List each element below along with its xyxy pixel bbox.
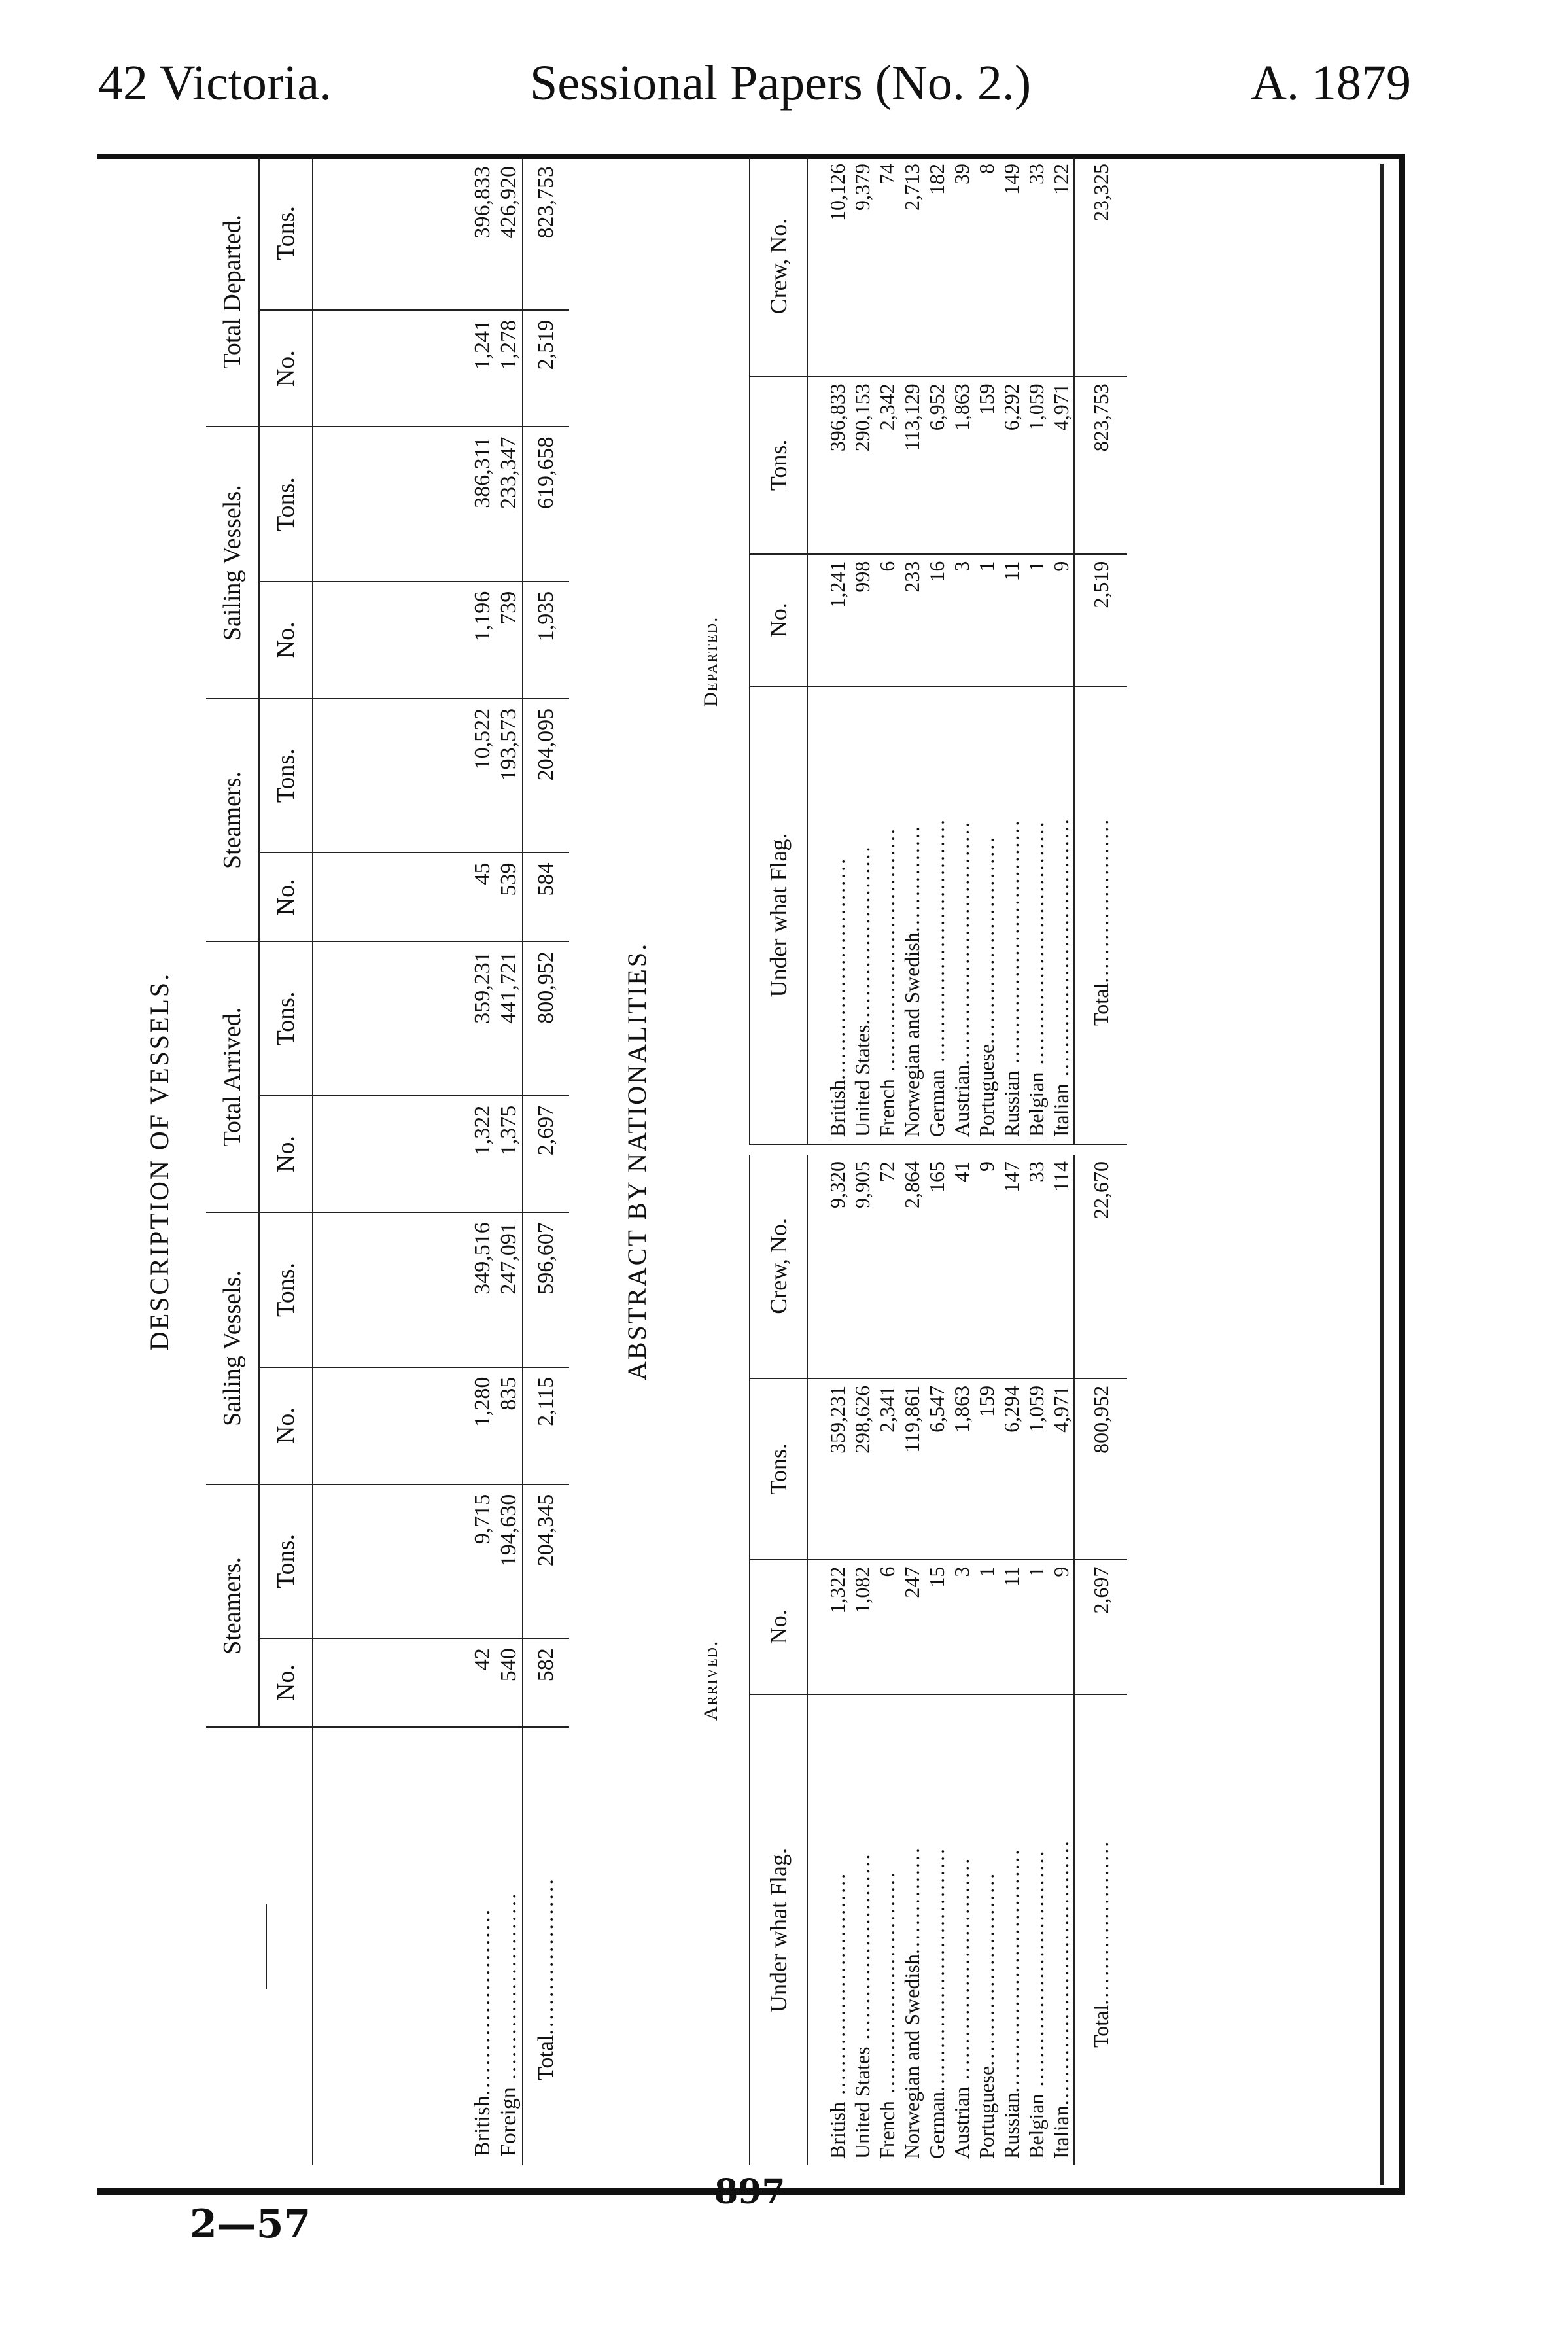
flag-label: Belgian ................................. — [1024, 1849, 1048, 2159]
cell: 233 — [899, 554, 924, 686]
cell: 800,952 — [523, 941, 569, 1096]
cell: 9,715 — [470, 1484, 496, 1639]
flag-label: Italian .................................... — [1049, 686, 1074, 1144]
col-header: Crew, No. — [750, 157, 807, 376]
cell: 6,952 — [924, 376, 949, 553]
flag-label: British ............................... — [826, 1871, 849, 2159]
table-row — [875, 1155, 899, 2165]
cell: 539 — [496, 852, 523, 941]
cell: 33 — [1024, 1155, 1049, 1378]
cell: 8 — [974, 157, 999, 376]
table-row — [924, 157, 949, 1144]
total-row — [523, 157, 569, 2165]
cell: 1,082 — [850, 1560, 875, 1694]
cell: 835 — [496, 1367, 523, 1484]
cell: 1,059 — [1024, 1378, 1049, 1560]
cell: 9,379 — [850, 157, 875, 376]
header-year: A. 1879 — [1251, 56, 1411, 111]
table-row — [1024, 157, 1049, 1144]
flag-label: French ............................... — [875, 1870, 899, 2159]
flag-label: Russian .................................. — [999, 686, 1024, 1144]
signature-mark: 2—57 — [190, 2201, 311, 2247]
cell: 9,320 — [825, 1155, 850, 1378]
cell: 6 — [875, 1560, 899, 1694]
cell: 204,095 — [523, 699, 569, 853]
cell: 298,626 — [850, 1378, 875, 1560]
cell: 396,833 — [470, 157, 496, 310]
cell: 441,721 — [496, 941, 523, 1096]
group-header: Steamers. — [206, 1484, 259, 1727]
table-row — [899, 1155, 924, 2165]
cell: 165 — [924, 1155, 949, 1378]
sub-header: No. — [259, 1096, 313, 1213]
col-header: No. — [750, 1560, 807, 1694]
cell: 42 — [470, 1638, 496, 1727]
cell: 1,322 — [825, 1560, 850, 1694]
cell: 6,294 — [999, 1378, 1024, 1560]
table-row — [825, 157, 850, 1144]
cell: 10,522 — [470, 699, 496, 853]
cell: 119,861 — [899, 1378, 924, 1560]
cell: 1,059 — [1024, 376, 1049, 553]
cell: 10,126 — [825, 157, 850, 376]
flag-label: Portuguese........................... — [975, 1871, 998, 2159]
flag-label: British............................... — [825, 686, 850, 1144]
table-row — [974, 157, 999, 1144]
cell: 6,547 — [924, 1378, 949, 1560]
cell: 386,311 — [470, 427, 496, 581]
cell: 11 — [999, 1560, 1024, 1694]
cell: 359,231 — [825, 1378, 850, 1560]
cell: 1,241 — [825, 554, 850, 686]
cell: 584 — [523, 852, 569, 941]
cell: 72 — [875, 1155, 899, 1378]
table-row — [1049, 157, 1074, 1144]
cell: 2,864 — [899, 1155, 924, 1378]
sub-header: No. — [259, 1638, 313, 1727]
table-row — [999, 1155, 1024, 2165]
table-row — [1049, 1155, 1074, 2165]
group-header: Sailing Vessels. — [206, 427, 259, 698]
cell: 290,153 — [850, 376, 875, 553]
cell: 3 — [949, 554, 974, 686]
header-row — [750, 157, 807, 1144]
flag-label: Austrian.................................. — [949, 686, 974, 1144]
cell: 396,833 — [825, 376, 850, 553]
cell: 540 — [496, 1638, 523, 1727]
flag-label: Norwegian and Swedish............... — [900, 1846, 924, 2159]
sub-header: Tons. — [259, 1212, 313, 1367]
cell: 23,325 — [1074, 157, 1127, 376]
cell: 204,345 — [523, 1484, 569, 1639]
cell: 9 — [974, 1155, 999, 1378]
cell: 1,935 — [523, 582, 569, 699]
cell: 619,658 — [523, 427, 569, 581]
cell: 74 — [875, 157, 899, 376]
cell: 1 — [1024, 554, 1049, 686]
flag-label: Total....................... — [1074, 1694, 1127, 2165]
cell: 1 — [974, 1560, 999, 1694]
header-row — [750, 1155, 807, 2165]
cell: 2,713 — [899, 157, 924, 376]
cell: 247,091 — [496, 1212, 523, 1367]
cell: 9 — [1049, 1560, 1074, 1694]
cell: 114 — [1049, 1155, 1074, 1378]
cell: 582 — [523, 1638, 569, 1727]
cell: 800,952 — [1074, 1378, 1127, 1560]
group-header: Total Arrived. — [206, 941, 259, 1212]
table-row — [850, 1155, 875, 2165]
cell: 2,342 — [875, 376, 899, 553]
group-header: Total Departed. — [206, 157, 259, 427]
cell: 159 — [974, 1378, 999, 1560]
flag-label: Italian..................................... — [1049, 1839, 1073, 2159]
sub-header: Tons. — [259, 427, 313, 581]
cell: 4,971 — [1049, 1378, 1074, 1560]
table-row — [899, 157, 924, 1144]
arrived-label: Arrived. — [700, 1639, 722, 1721]
cell: 122 — [1049, 157, 1074, 376]
cell: 823,753 — [1074, 376, 1127, 553]
table-row — [949, 157, 974, 1144]
description-title: DESCRIPTION OF VESSELS. — [145, 972, 174, 1351]
cell: 2,697 — [1074, 1560, 1127, 1694]
cell: 1,280 — [470, 1367, 496, 1484]
cell: 22,670 — [1074, 1155, 1127, 1378]
sub-header: Tons. — [259, 157, 313, 310]
departed-label: Departed. — [700, 616, 722, 707]
cell: 349,516 — [470, 1212, 496, 1367]
cell: 739 — [496, 582, 523, 699]
flag-label: French .................................. — [875, 686, 899, 1144]
description-table — [206, 157, 569, 2165]
spacer-row — [313, 157, 470, 2165]
table-row — [875, 157, 899, 1144]
table-row — [470, 157, 496, 2165]
cell: 194,630 — [496, 1484, 523, 1639]
sub-header: Tons. — [259, 699, 313, 853]
cell: 1,322 — [470, 1096, 496, 1213]
cell: 1,241 — [470, 310, 496, 427]
cell: 2,341 — [875, 1378, 899, 1560]
cell: 149 — [999, 157, 1024, 376]
frame-rule — [1380, 164, 1384, 2185]
flag-label: Norwegian and Swedish............... — [899, 686, 924, 1144]
cell: 596,607 — [523, 1212, 569, 1367]
cell: 16 — [924, 554, 949, 686]
cell: 113,129 — [899, 376, 924, 553]
sub-header: No. — [259, 582, 313, 699]
table-row — [825, 1155, 850, 2165]
flag-label: Total....................... — [1074, 686, 1127, 1144]
cell: 2,519 — [523, 310, 569, 427]
cell: 1,196 — [470, 582, 496, 699]
total-row — [1074, 157, 1127, 1144]
cell: 1,863 — [949, 1378, 974, 1560]
header-session: 42 Victoria. — [98, 56, 332, 111]
table-row — [924, 1155, 949, 2165]
cell: 1 — [1024, 1560, 1049, 1694]
row-label: British......................... — [470, 1907, 495, 2156]
cell: 233,347 — [496, 427, 523, 581]
flag-label: Belgian .................................. — [1024, 686, 1049, 1144]
total-row — [1074, 1155, 1127, 2165]
col-header: Tons. — [750, 1378, 807, 1560]
group-header-row — [206, 157, 259, 2165]
row-label: Foreign ......................... — [497, 1891, 521, 2156]
cell: 1,863 — [949, 376, 974, 553]
cell: 9 — [1049, 554, 1074, 686]
cell: 426,920 — [496, 157, 523, 310]
cell: 359,231 — [470, 941, 496, 1096]
table-row — [496, 157, 523, 2165]
table-row — [1024, 1155, 1049, 2165]
corner-cell — [206, 1727, 313, 2165]
cell: 3 — [949, 1560, 974, 1694]
cell: 1,278 — [496, 310, 523, 427]
cell: 33 — [1024, 157, 1049, 376]
cell: 45 — [470, 852, 496, 941]
flag-label: Russian.................................. — [1000, 1848, 1023, 2159]
page-number: 897 — [714, 2172, 786, 2212]
row-label: Total..................... — [523, 1727, 569, 2165]
cell: 182 — [924, 157, 949, 376]
cell: 4,971 — [1049, 376, 1074, 553]
flag-label: German .................................. — [924, 686, 949, 1144]
col-header: Tons. — [750, 376, 807, 553]
departed-table — [749, 157, 1127, 1145]
table-row — [850, 157, 875, 1144]
cell: 9,905 — [850, 1155, 875, 1378]
cell: 2,697 — [523, 1096, 569, 1213]
sub-header: Tons. — [259, 941, 313, 1096]
arrived-table — [749, 1155, 1127, 2165]
cell: 193,573 — [496, 699, 523, 853]
flag-label: German.................................. — [925, 1846, 949, 2159]
cell: 6 — [875, 554, 899, 686]
cell: 998 — [850, 554, 875, 686]
cell: 39 — [949, 157, 974, 376]
header-title: Sessional Papers (No. 2.) — [530, 56, 1032, 111]
cell: 159 — [974, 376, 999, 553]
cell: 247 — [899, 1560, 924, 1694]
cell: 6,292 — [999, 376, 1024, 553]
col-header: No. — [750, 554, 807, 686]
flag-label: United States......................... — [850, 686, 875, 1144]
cell: 11 — [999, 554, 1024, 686]
cell: 1 — [974, 554, 999, 686]
sub-header: No. — [259, 852, 313, 941]
col-header: Under what Flag. — [750, 686, 807, 1144]
cell: 147 — [999, 1155, 1024, 1378]
table-row — [974, 1155, 999, 2165]
group-header: Steamers. — [206, 699, 259, 941]
flag-label: Austrian ............................... — [950, 1856, 973, 2159]
cell: 15 — [924, 1560, 949, 1694]
sub-header: No. — [259, 1367, 313, 1484]
flag-label: United States .......................... — [850, 1852, 874, 2159]
cell: 2,519 — [1074, 554, 1127, 686]
table-row — [949, 1155, 974, 2165]
sub-header: No. — [259, 310, 313, 427]
cell: 1,375 — [496, 1096, 523, 1213]
cell: 2,115 — [523, 1367, 569, 1484]
col-header: Crew, No. — [750, 1155, 807, 1378]
col-header: Under what Flag. — [750, 1694, 807, 2165]
flag-label: Portuguese............................. — [974, 686, 999, 1144]
sub-header: Tons. — [259, 1484, 313, 1639]
cell: 823,753 — [523, 157, 569, 310]
abstract-title: ABSTRACT BY NATIONALITIES. — [622, 941, 652, 1381]
cell: 41 — [949, 1155, 974, 1378]
rotated-content — [131, 157, 1374, 2165]
table-row — [999, 157, 1024, 1144]
group-header: Sailing Vessels. — [206, 1212, 259, 1484]
